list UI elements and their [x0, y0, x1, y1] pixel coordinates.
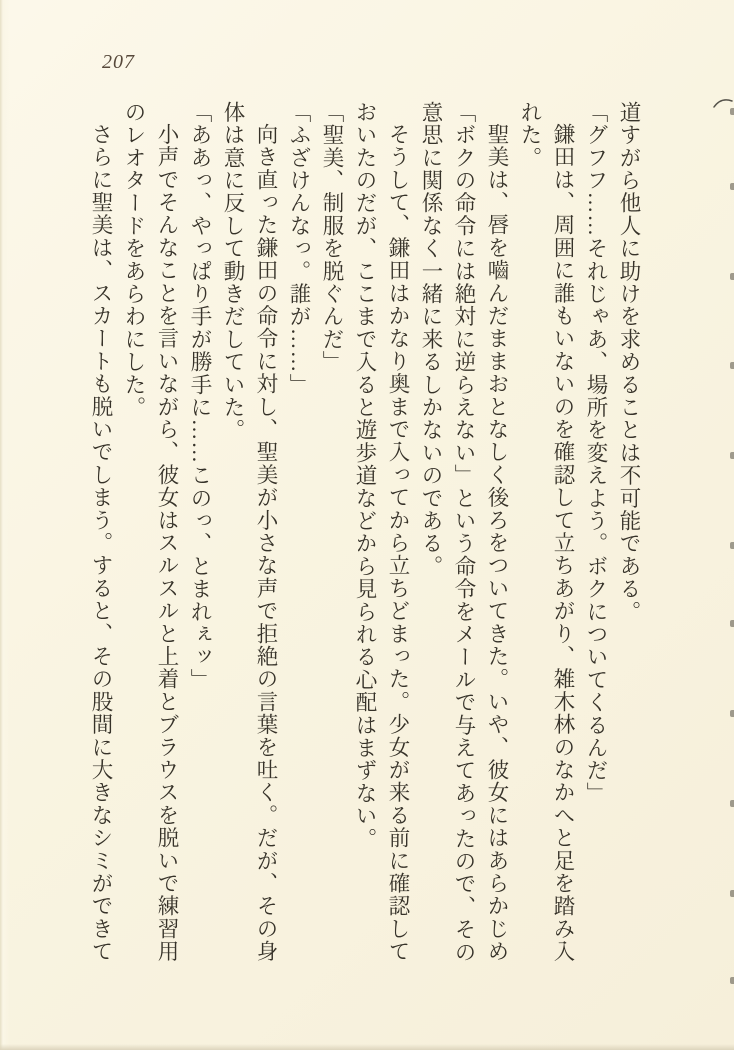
page-edge-mark	[730, 800, 734, 807]
text-line: 向き直った鎌田の命令に対し、聖美が小さな声で拒絶の言葉を吐く。だが、その身	[254, 122, 278, 963]
text-line: おいたのだが、ここまで入ると遊歩道などから見られる心配はまずない。	[353, 101, 377, 851]
page-edge-mark	[730, 710, 734, 717]
text-line: さらに聖美は、スカートも脱いでしまう。すると、その股間に大きなシミができて	[89, 122, 113, 963]
page-number: 207	[102, 51, 135, 73]
text-line: そうして、鎌田はかなり奥まで入ってから立ちどまった。少女が来る前に確認して	[386, 122, 410, 963]
page-corner-mark-icon	[713, 95, 733, 109]
page-edge-mark	[730, 183, 734, 190]
page-edge-mark	[730, 452, 734, 459]
page-edge-mark	[730, 108, 734, 115]
page-bottom-edge-shading	[0, 1044, 734, 1050]
text-line: 「ああっ、やっぱり手が勝手に……このっ、とまれぇッ」	[188, 101, 212, 692]
page-edge-mark	[730, 620, 734, 627]
text-line: 小声でそんなことを言いながら、彼女はスルスルと上着とブラウスを脱いで練習用	[155, 122, 179, 963]
text-line: 鎌田は、周囲に誰もいないのを確認して立ちあがり、雑木林のなかへと足を踏み入	[551, 122, 575, 963]
text-line: のレオタードをあらわにした。	[122, 101, 146, 419]
page-edge-mark	[730, 542, 734, 549]
text-line: 体は意に反して動きだしていた。	[221, 101, 245, 442]
page-text	[83, 101, 645, 969]
text-line: 「聖美、制服を脱ぐんだ」	[320, 101, 344, 374]
page-edge-mark	[730, 273, 734, 280]
text-line: 「ふざけんなっ。誰が……」	[287, 101, 311, 397]
text-line: 道すがら他人に助けを求めることは不可能である。	[617, 101, 641, 624]
text-line: 聖美は、唇を嚙んだままおとなしく後ろをついてきた。いや、彼女にはあらかじめ	[485, 122, 509, 963]
text-line: 「ボクの命令には絶対に逆らえない」という命令をメールで与えてあったので、その	[452, 101, 476, 964]
text-line: 意思に関係なく一緒に来るしかないのである。	[419, 101, 443, 578]
page-edge-mark	[730, 977, 734, 984]
page-edge-mark	[730, 890, 734, 897]
text-line: れた。	[518, 101, 542, 170]
text-line: 「グフフ……それじゃあ、場所を変えよう。ボクについてくるんだ」	[584, 101, 608, 805]
page-edge-mark	[730, 362, 734, 369]
page-left-edge-shading	[0, 0, 10, 1050]
